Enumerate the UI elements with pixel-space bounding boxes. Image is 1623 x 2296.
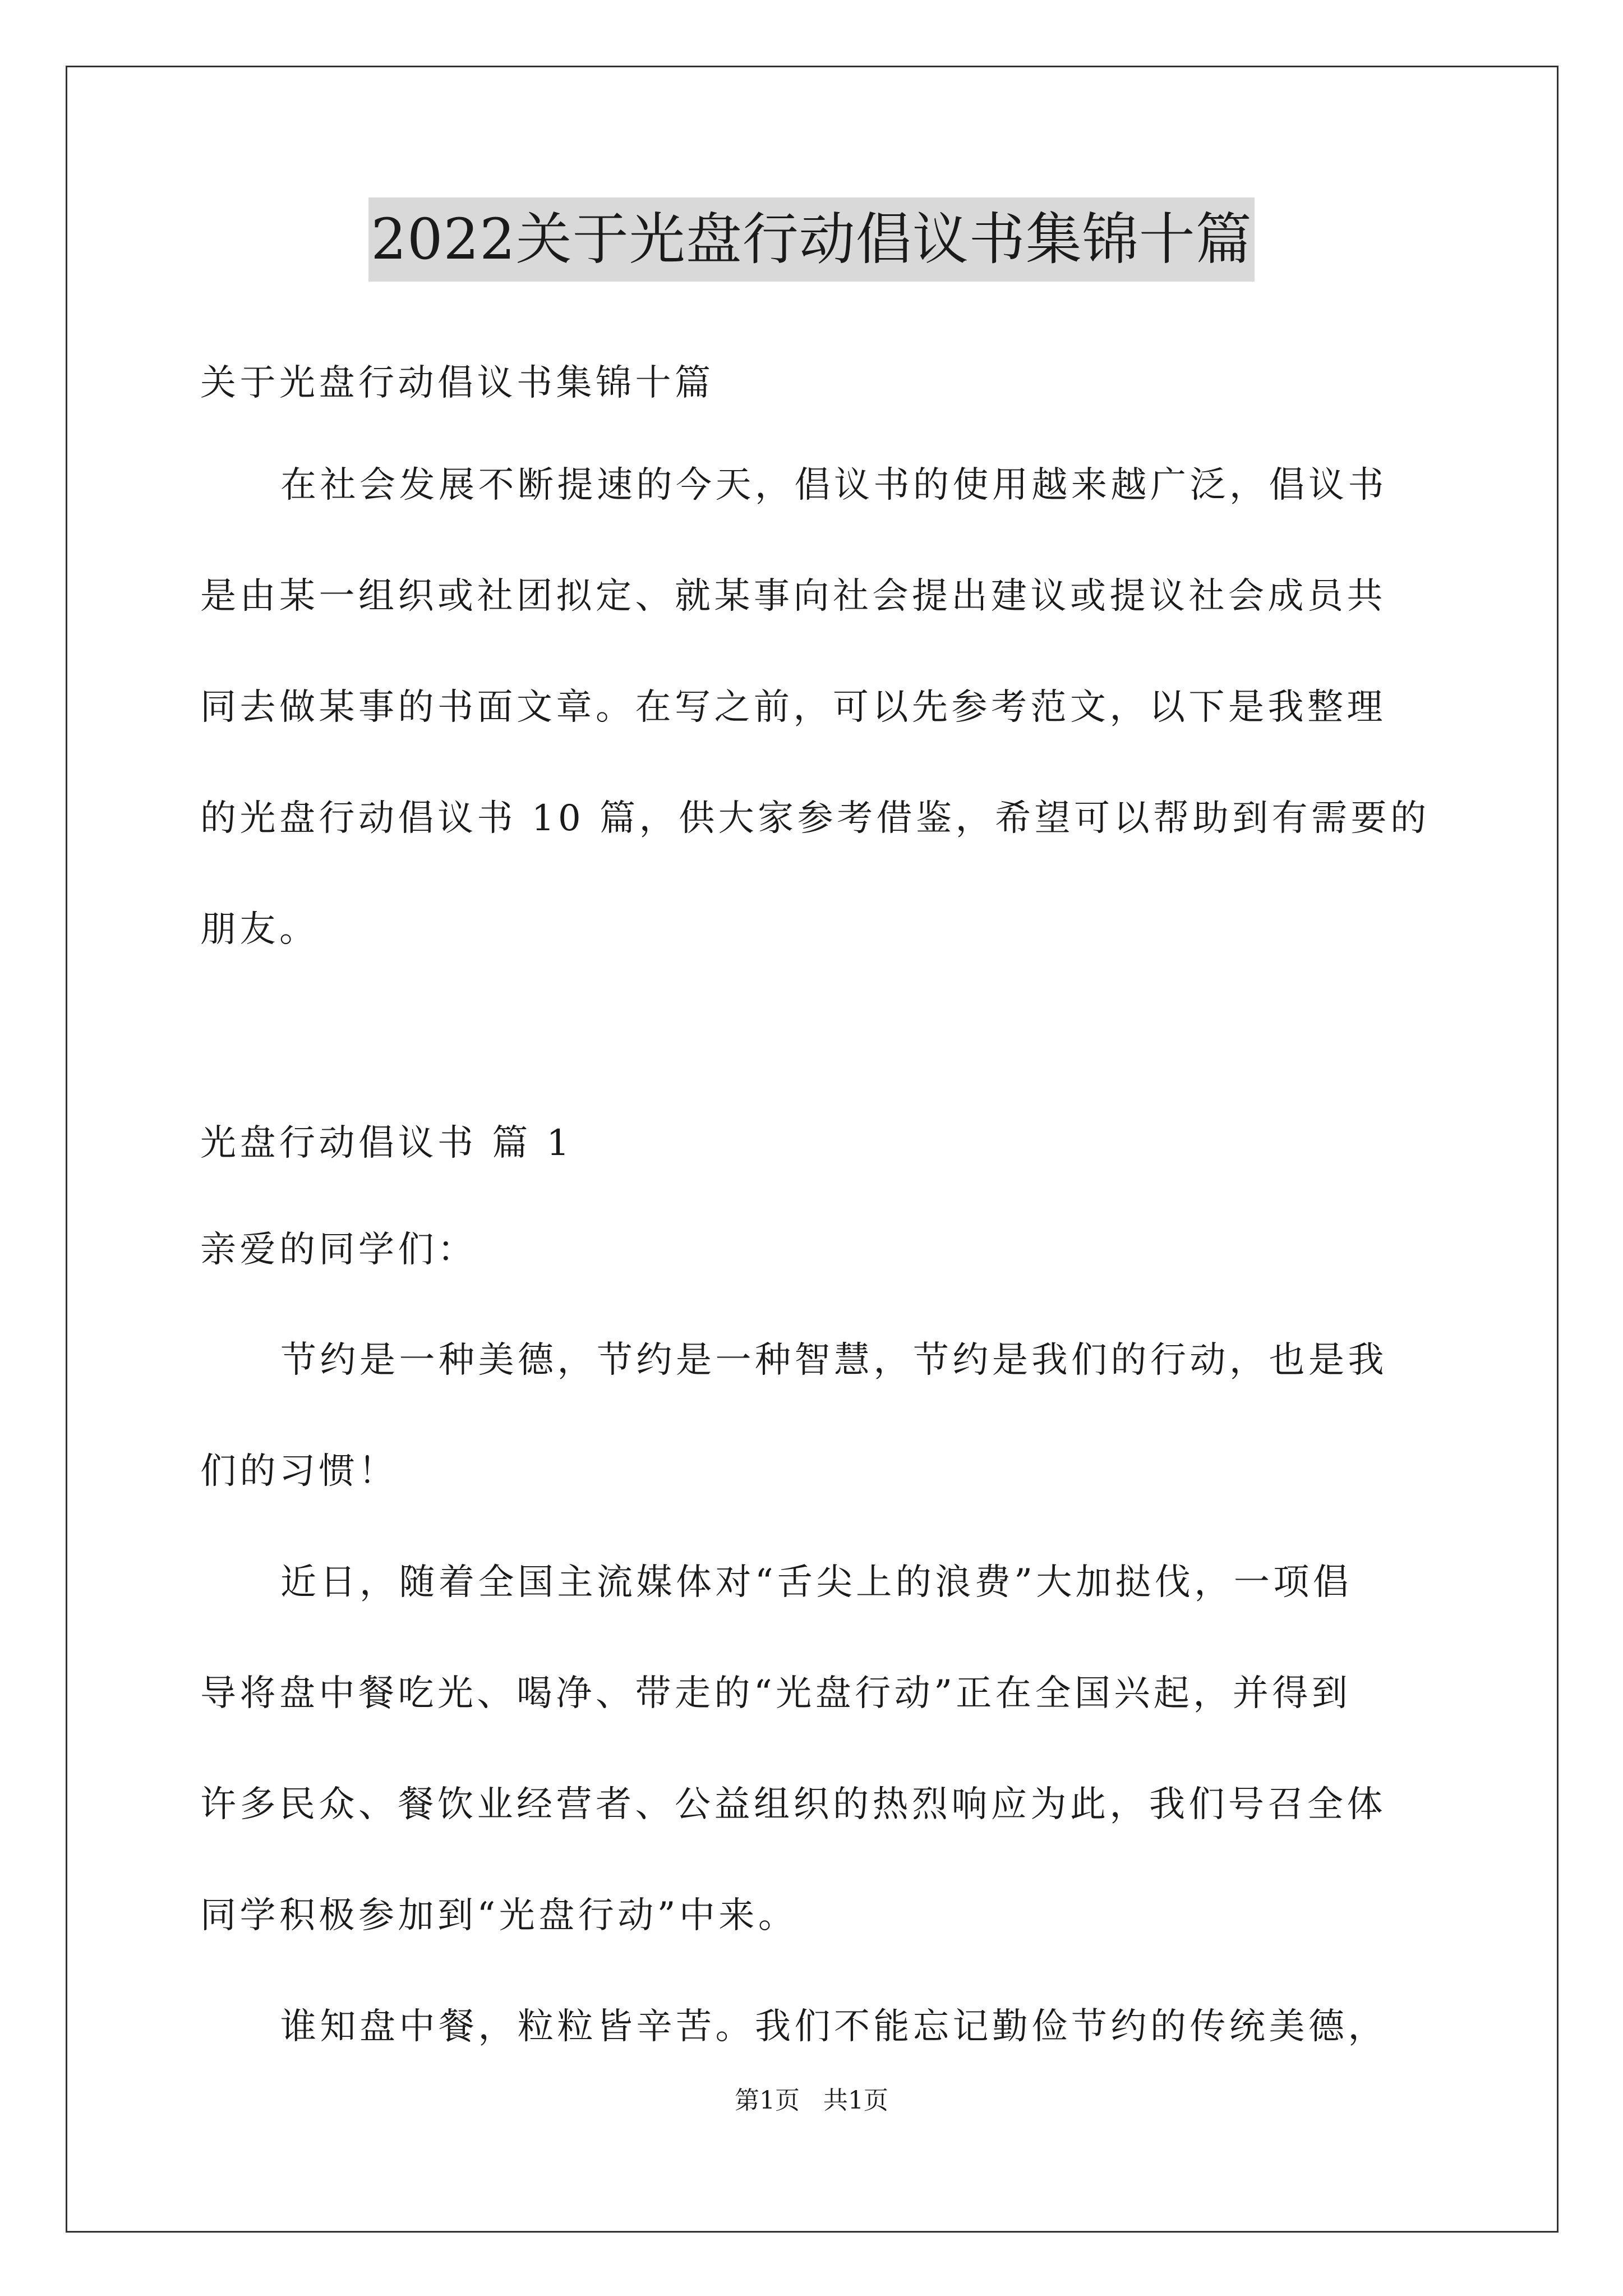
body-line: 们的习惯！ bbox=[200, 1451, 398, 1492]
body-line: 节约是一种美德，节约是一种智慧，节约是我们的行动，也是我 bbox=[280, 1340, 1387, 1381]
body-line: 导将盘中餐吃光、喝净、带走的“光盘行动”正在全国兴起，并得到 bbox=[200, 1673, 1352, 1714]
section-heading: 光盘行动倡议书 篇 1 bbox=[200, 1122, 573, 1164]
title-container bbox=[0, 197, 1623, 282]
body-line: 近日，随着全国主流媒体对“舌尖上的浪费”大加挞伐，一项倡 bbox=[280, 1562, 1353, 1603]
subtitle-line: 关于光盘行动倡议书集锦十篇 bbox=[200, 362, 714, 404]
body-line: 的光盘行动倡议书 10 篇，供大家参考借鉴，希望可以帮助到有需要的 bbox=[200, 798, 1430, 839]
body-line: 谁知盘中餐，粒粒皆辛苦。我们不能忘记勤俭节约的传统美德， bbox=[280, 2006, 1387, 2047]
body-line: 朋友。 bbox=[200, 909, 319, 950]
body-line: 同学积极参加到“光盘行动”中来。 bbox=[200, 1895, 798, 1936]
body-line: 是由某一组织或社团拟定、就某事向社会提出建议或提议社会成员共 bbox=[200, 576, 1386, 617]
greeting-line: 亲爱的同学们： bbox=[200, 1229, 477, 1271]
body-line: 同去做某事的书面文章。在写之前，可以先参考范文，以下是我整理 bbox=[200, 687, 1386, 728]
body-line: 在社会发展不断提速的今天，倡议书的使用越来越广泛，倡议书 bbox=[280, 464, 1387, 506]
document-title: 2022关于光盘行动倡议书集锦十篇 bbox=[368, 197, 1255, 282]
page-footer: 第1页 共1页 bbox=[735, 2086, 888, 2115]
body-line: 许多民众、餐饮业经营者、公益组织的热烈响应为此，我们号召全体 bbox=[200, 1784, 1386, 1825]
